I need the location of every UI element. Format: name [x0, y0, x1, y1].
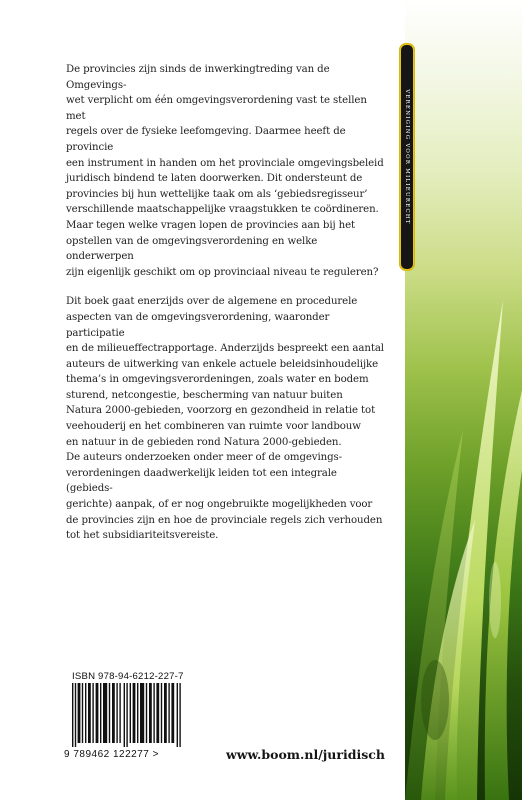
banner-label: VERENIGING VOOR MILIEURECHT: [404, 89, 410, 225]
barcode-digits: 9 789462 122277 >: [64, 749, 159, 760]
blurb-paragraph-2: Dit boek gaat enerzijds over de algemene en procedurele aspecten van de omgevingsverordening, waaronder participatie en de milieueffectrapportage. Anderzijds bespreekt een aantal auteurs de uitwerking van enkele actuele beleidsinhoudelijke thema’s in omgevingsverordeningen, zoals water en bodem sturend, netcongestie, bescherming van natuur buiten Natura 2000-gebieden, voorzorg en gezondheid in relatie tot veehouderij en het combineren van ruimte voor landbouw en natuur in de gebieden rond Natura 2000-gebieden. De auteurs onderzoeken onder meer of de omgevings- verordeningen daadwerkelijk leiden tot een integrale (gebieds- gerichte) aanpak, of er nog ongebruikte mogelijkheden voor de provincies zijn en hoe de provinciale regels zich verhouden tot het subsidiariteitsvereiste.: [66, 296, 384, 542]
blurb-paragraph-1: De provincies zijn sinds de inwerkingtreding van de Omgevings- wet verplicht om één omgevingsverordening vast te stellen met regels over de fysieke leefomgeving. Daarmee heeft de provincie een instrument in handen om het provinciale omgevingsbeleid juridisch bindend te laten doorwerken. Dit ondersteunt de provincies bij hun wettelijke taak om als ‘gebiedsregisseur’ verschillende maatschappelijke vraagstukken te coördineren. Maar tegen welke vragen lopen de provincies aan bij het opstellen van de omgevingsverordening en welke onderwerpen zijn eigenlijk geschikt om op provinciaal niveau te reguleren?: [66, 64, 384, 278]
grass-photo: [405, 0, 522, 800]
isbn-label: ISBN 978-94-6212-227-7: [72, 671, 184, 682]
publisher-website-link[interactable]: www.boom.nl/juridisch: [226, 747, 385, 762]
grass-blades-illustration: [405, 0, 522, 800]
publisher-banner: [400, 44, 414, 270]
blurb-text: [66, 62, 384, 544]
barcode-icon: [72, 683, 182, 747]
